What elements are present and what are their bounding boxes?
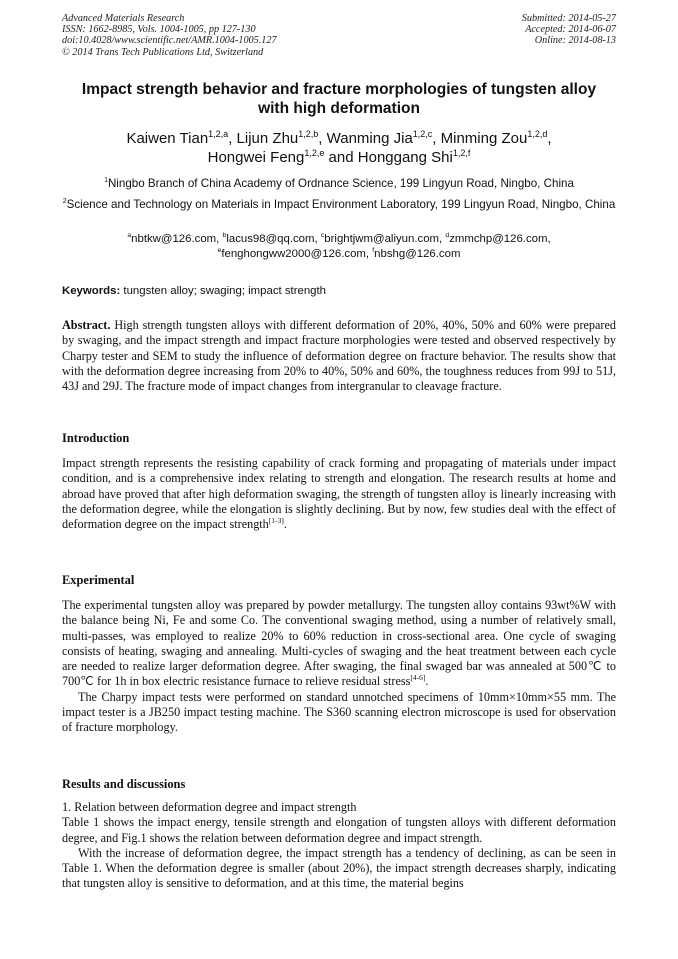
section-heading-results: Results and discussions	[62, 777, 186, 791]
publication-dates	[522, 13, 616, 47]
author: Honggang Shi$^{1,2,f}$	[357, 148, 471, 166]
citation: [1-3]	[268, 516, 284, 526]
author: Minming Zou$^{1,2,d}$,	[440, 129, 552, 147]
copyright-line: © 2014 Trans Tech Publications Ltd, Switzerland	[62, 46, 264, 58]
submitted-date: Submitted: 2014-05-27	[521, 13, 616, 24]
journal-name: Advanced Materials Research	[62, 13, 185, 24]
author: Kaiwen Tian$^{1,2,a}$,	[126, 129, 237, 147]
title-line-2: with high deformation	[258, 100, 420, 117]
section-heading-experimental: Experimental	[62, 573, 135, 587]
email: $^b$lacus98@qq.com,	[222, 232, 321, 245]
abstract	[62, 318, 616, 394]
email: $^c$brightjwm@aliyun.com,	[320, 232, 446, 245]
author: Lijun Zhu$^{1,2,b}$,	[236, 129, 327, 147]
affiliation-1: $^1$Ningbo Branch of China Academy of Ordnance Science, 199 Lingyun Road, Ningbo, China	[104, 177, 574, 190]
results-paragraph-2: With the increase of deformation degree, the impact strength has a tendency of declining, as can be seen in Table 1. When the deformation degree is smaller (about 20%), the impact strength decreases sharply, indicating that tungsten alloy is sensitive to deformation, and at this time, the material begins	[62, 845, 616, 891]
author-emails	[62, 232, 616, 261]
email: $^f$nbshg@126.com	[372, 246, 461, 260]
author-list	[62, 129, 616, 167]
experimental-section	[62, 598, 616, 736]
doi-line: doi:10.4028/www.scientific.net/AMR.1004-1005.127	[62, 35, 277, 47]
affiliation-2: $^2$Science and Technology on Materials in Impact Environment Laboratory, 199 Lingyun Road, Ningbo, China	[62, 198, 616, 211]
results-subheading: 1. Relation between deformation degree and impact strength	[62, 800, 357, 814]
email: $^d$zmmchp@126.com,	[445, 232, 551, 245]
abstract-text: High strength tungsten alloys with different deformation of 20%, 40%, 50% and 60% were prepared by swaging, and the impact strength and impact fracture morphologies were tested and observed respectively by Charpy tester and SEM to study the influence of deformation degree on fracture behavior. The results show that with the deformation degree increasing from 20% to 40%, 50% and 60%, the toughness reduces from 99J to 51J, 43J and 29J. The fracture mode of impact changes from intergranular to cleavage fracture.	[62, 318, 616, 394]
keywords	[62, 284, 616, 298]
journal-info	[62, 13, 277, 58]
accepted-date: Accepted: 2014-06-07	[525, 24, 616, 36]
citation: [4-6]	[410, 673, 426, 683]
introduction-paragraph: Impact strength represents the resisting capability of crack forming and propagating of materials under impact condition, and is a comprehensive index relating to strength and elongation. The research results at home and abroad have proved that after high deformation swaging, the strength of tungsten alloy is linearly increasing with the deformation degree, while the elongation is slightly declining. But by now, few studies deal with the effect of deformation degree on the impact strength[1-3].	[62, 456, 616, 532]
email: $^a$nbtkw@126.com,	[127, 232, 223, 245]
email: $^e$fenghongww2000@126.com,	[217, 246, 373, 260]
issn-line: ISSN: 1662-8985, Vols. 1004-1005, pp 127-130	[62, 24, 256, 36]
experimental-paragraph-2: The Charpy impact tests were performed on standard unnotched specimens of 10mm×10mm×55 mm. The impact tester is a JB250 impact testing machine. The S360 scanning electron microscope is used for observation of fracture morphology.	[62, 689, 616, 735]
results-paragraph-1: Table 1 shows the impact energy, tensile strength and elongation of tungsten alloys with different deformation degree, and Fig.1 shows the relation between deformation degree and impact strength.	[62, 815, 616, 845]
title-line-1: Impact strength behavior and fracture morphologies of tungsten alloy	[81, 81, 597, 98]
keywords-label: Keywords:	[62, 285, 121, 297]
section-heading-introduction: Introduction	[62, 431, 130, 445]
online-date: Online: 2014-08-13	[534, 35, 616, 47]
keywords-text: tungsten alloy; swaging; impact strength	[123, 285, 327, 297]
author: Wanming Jia$^{1,2,c}$,	[326, 129, 441, 147]
experimental-paragraph-1: The experimental tungsten alloy was prepared by powder metallurgy. The tungsten alloy contains 93wt%W with the balance being Ni, Fe and some Co. The conventional swaging method, using a number of relatively small, multi-passes, was employed to realize 20% to 60% reduction in cross-sectional area. One cycle of swaging consists of heating, swaging and annealing. Multi-cycles of swaging and the heat treatment between each cycle are needed to realize larger deformation degree. After swaging, the final swaged bar was annealed at 500℃ to 700℃ for 1h in box electric resistance furnace to relieve residual stress[4-6].	[62, 598, 616, 689]
paper-title	[62, 80, 616, 118]
abstract-label: Abstract.	[62, 318, 111, 332]
author: Hongwei Feng$^{1,2,e}$ and	[207, 148, 358, 166]
results-section	[62, 800, 616, 892]
